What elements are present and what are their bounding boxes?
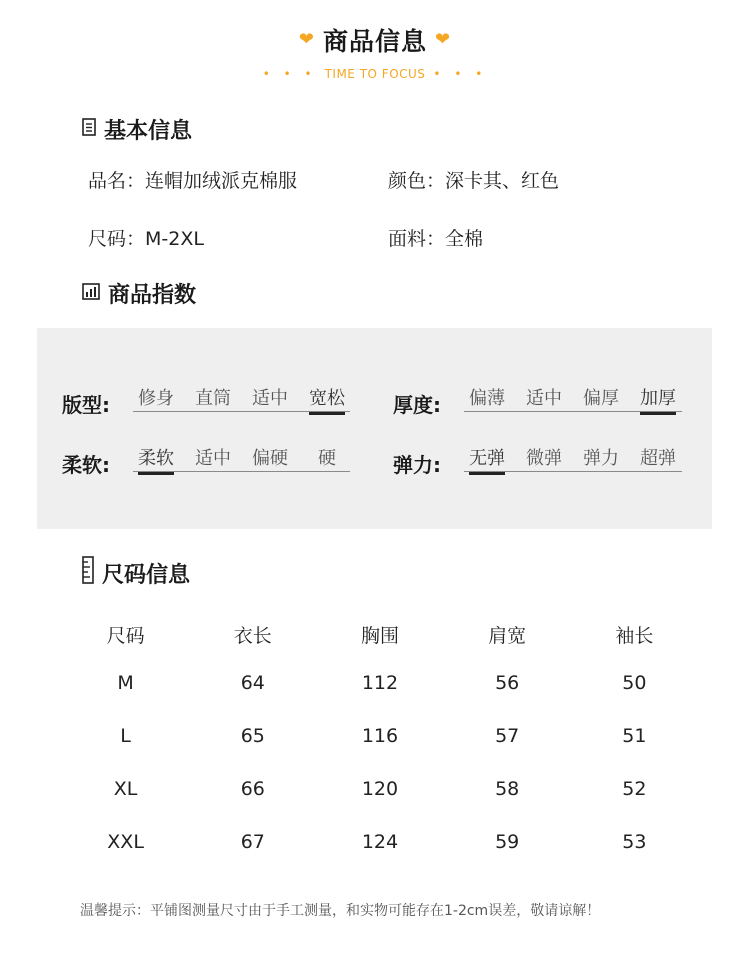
table-row — [62, 656, 698, 709]
table-cell: 64 — [240, 671, 265, 694]
option-item: 超弹 — [640, 448, 676, 469]
option-item-selected: 无弹 — [469, 448, 505, 469]
table-cell: 120 — [361, 777, 399, 800]
table-header-row — [62, 612, 698, 656]
subtitle-text: TIME TO FOCUS — [324, 67, 426, 81]
attr-options-fit — [133, 390, 350, 412]
table-cell: 58 — [495, 777, 520, 800]
table-row — [62, 762, 698, 815]
basic-info-heading — [82, 114, 192, 145]
table-cell: M — [117, 671, 134, 694]
product-index-heading — [82, 278, 196, 309]
table-cell: 124 — [361, 830, 399, 853]
column-header: 衣长 — [233, 624, 272, 647]
table-cell: XL — [113, 777, 138, 800]
table-row — [62, 815, 698, 868]
column-header: 袖长 — [615, 624, 654, 647]
option-item-selected: 宽松 — [309, 388, 345, 409]
table-cell: 59 — [495, 830, 520, 853]
info-size: 尺码：M-2XL — [88, 228, 204, 250]
option-item: 适中 — [195, 448, 231, 469]
table-cell: 112 — [361, 671, 399, 694]
option-item-selected: 加厚 — [640, 388, 676, 409]
dots-decoration: • • • — [433, 67, 488, 81]
size-info-title: 尺码信息 — [102, 562, 191, 588]
option-item-selected: 柔软 — [138, 448, 174, 469]
basic-info-title: 基本信息 — [104, 119, 193, 144]
table-cell: 66 — [240, 777, 265, 800]
heart-icon: ❤ — [298, 29, 315, 50]
table-row — [62, 709, 698, 762]
document-icon — [82, 117, 96, 142]
heart-icon: ❤ — [435, 29, 452, 50]
dots-decoration: • • • — [262, 67, 317, 81]
table-cell: 52 — [622, 777, 647, 800]
attr-label-thickness: 厚度: — [393, 393, 441, 417]
attr-label-softness: 柔软: — [62, 453, 110, 477]
option-item: 弹力 — [583, 448, 619, 469]
option-item: 微弹 — [526, 448, 562, 469]
info-fabric: 面料：全棉 — [388, 228, 484, 250]
option-item: 偏硬 — [252, 448, 288, 469]
option-item: 偏厚 — [583, 388, 619, 409]
header-title-wrap — [299, 22, 451, 58]
ruler-icon — [82, 556, 94, 590]
footer-note: 温馨提示：平铺图测量尺寸由于手工测量，和实物可能存在1-2cm误差，敬请谅解！ — [80, 903, 601, 919]
table-cell: 53 — [622, 830, 647, 853]
product-index-title: 商品指数 — [108, 283, 197, 308]
attr-options-elasticity — [464, 450, 682, 472]
option-item: 适中 — [252, 388, 288, 409]
attr-options-thickness — [464, 390, 682, 412]
page-header — [0, 22, 750, 58]
option-item: 硬 — [318, 448, 336, 469]
table-cell: 67 — [240, 830, 265, 853]
table-cell: 57 — [495, 724, 520, 747]
attr-options-softness — [133, 450, 350, 472]
info-name: 品名：连帽加绒派克棉服 — [88, 170, 298, 192]
option-item: 修身 — [138, 388, 174, 409]
index-panel — [37, 328, 712, 529]
column-header: 尺码 — [106, 624, 145, 647]
column-header: 胸围 — [360, 624, 399, 647]
attr-label-elasticity: 弹力: — [393, 453, 441, 477]
table-cell: 51 — [622, 724, 647, 747]
attr-label-fit: 版型: — [62, 393, 110, 417]
table-cell: 56 — [495, 671, 520, 694]
size-table — [62, 612, 698, 868]
option-item: 直筒 — [195, 388, 231, 409]
header-subtitle — [0, 67, 750, 81]
option-item: 适中 — [526, 388, 562, 409]
table-cell: XXL — [107, 830, 144, 853]
chart-icon — [82, 281, 100, 306]
page-title: 商品信息 — [322, 27, 427, 56]
table-cell: 116 — [361, 724, 399, 747]
info-color: 颜色：深卡其、红色 — [388, 170, 560, 192]
option-item: 偏薄 — [469, 388, 505, 409]
column-header: 肩宽 — [488, 624, 527, 647]
table-cell: 50 — [622, 671, 647, 694]
table-cell: L — [120, 724, 131, 747]
size-info-heading — [82, 556, 190, 590]
table-cell: 65 — [240, 724, 265, 747]
